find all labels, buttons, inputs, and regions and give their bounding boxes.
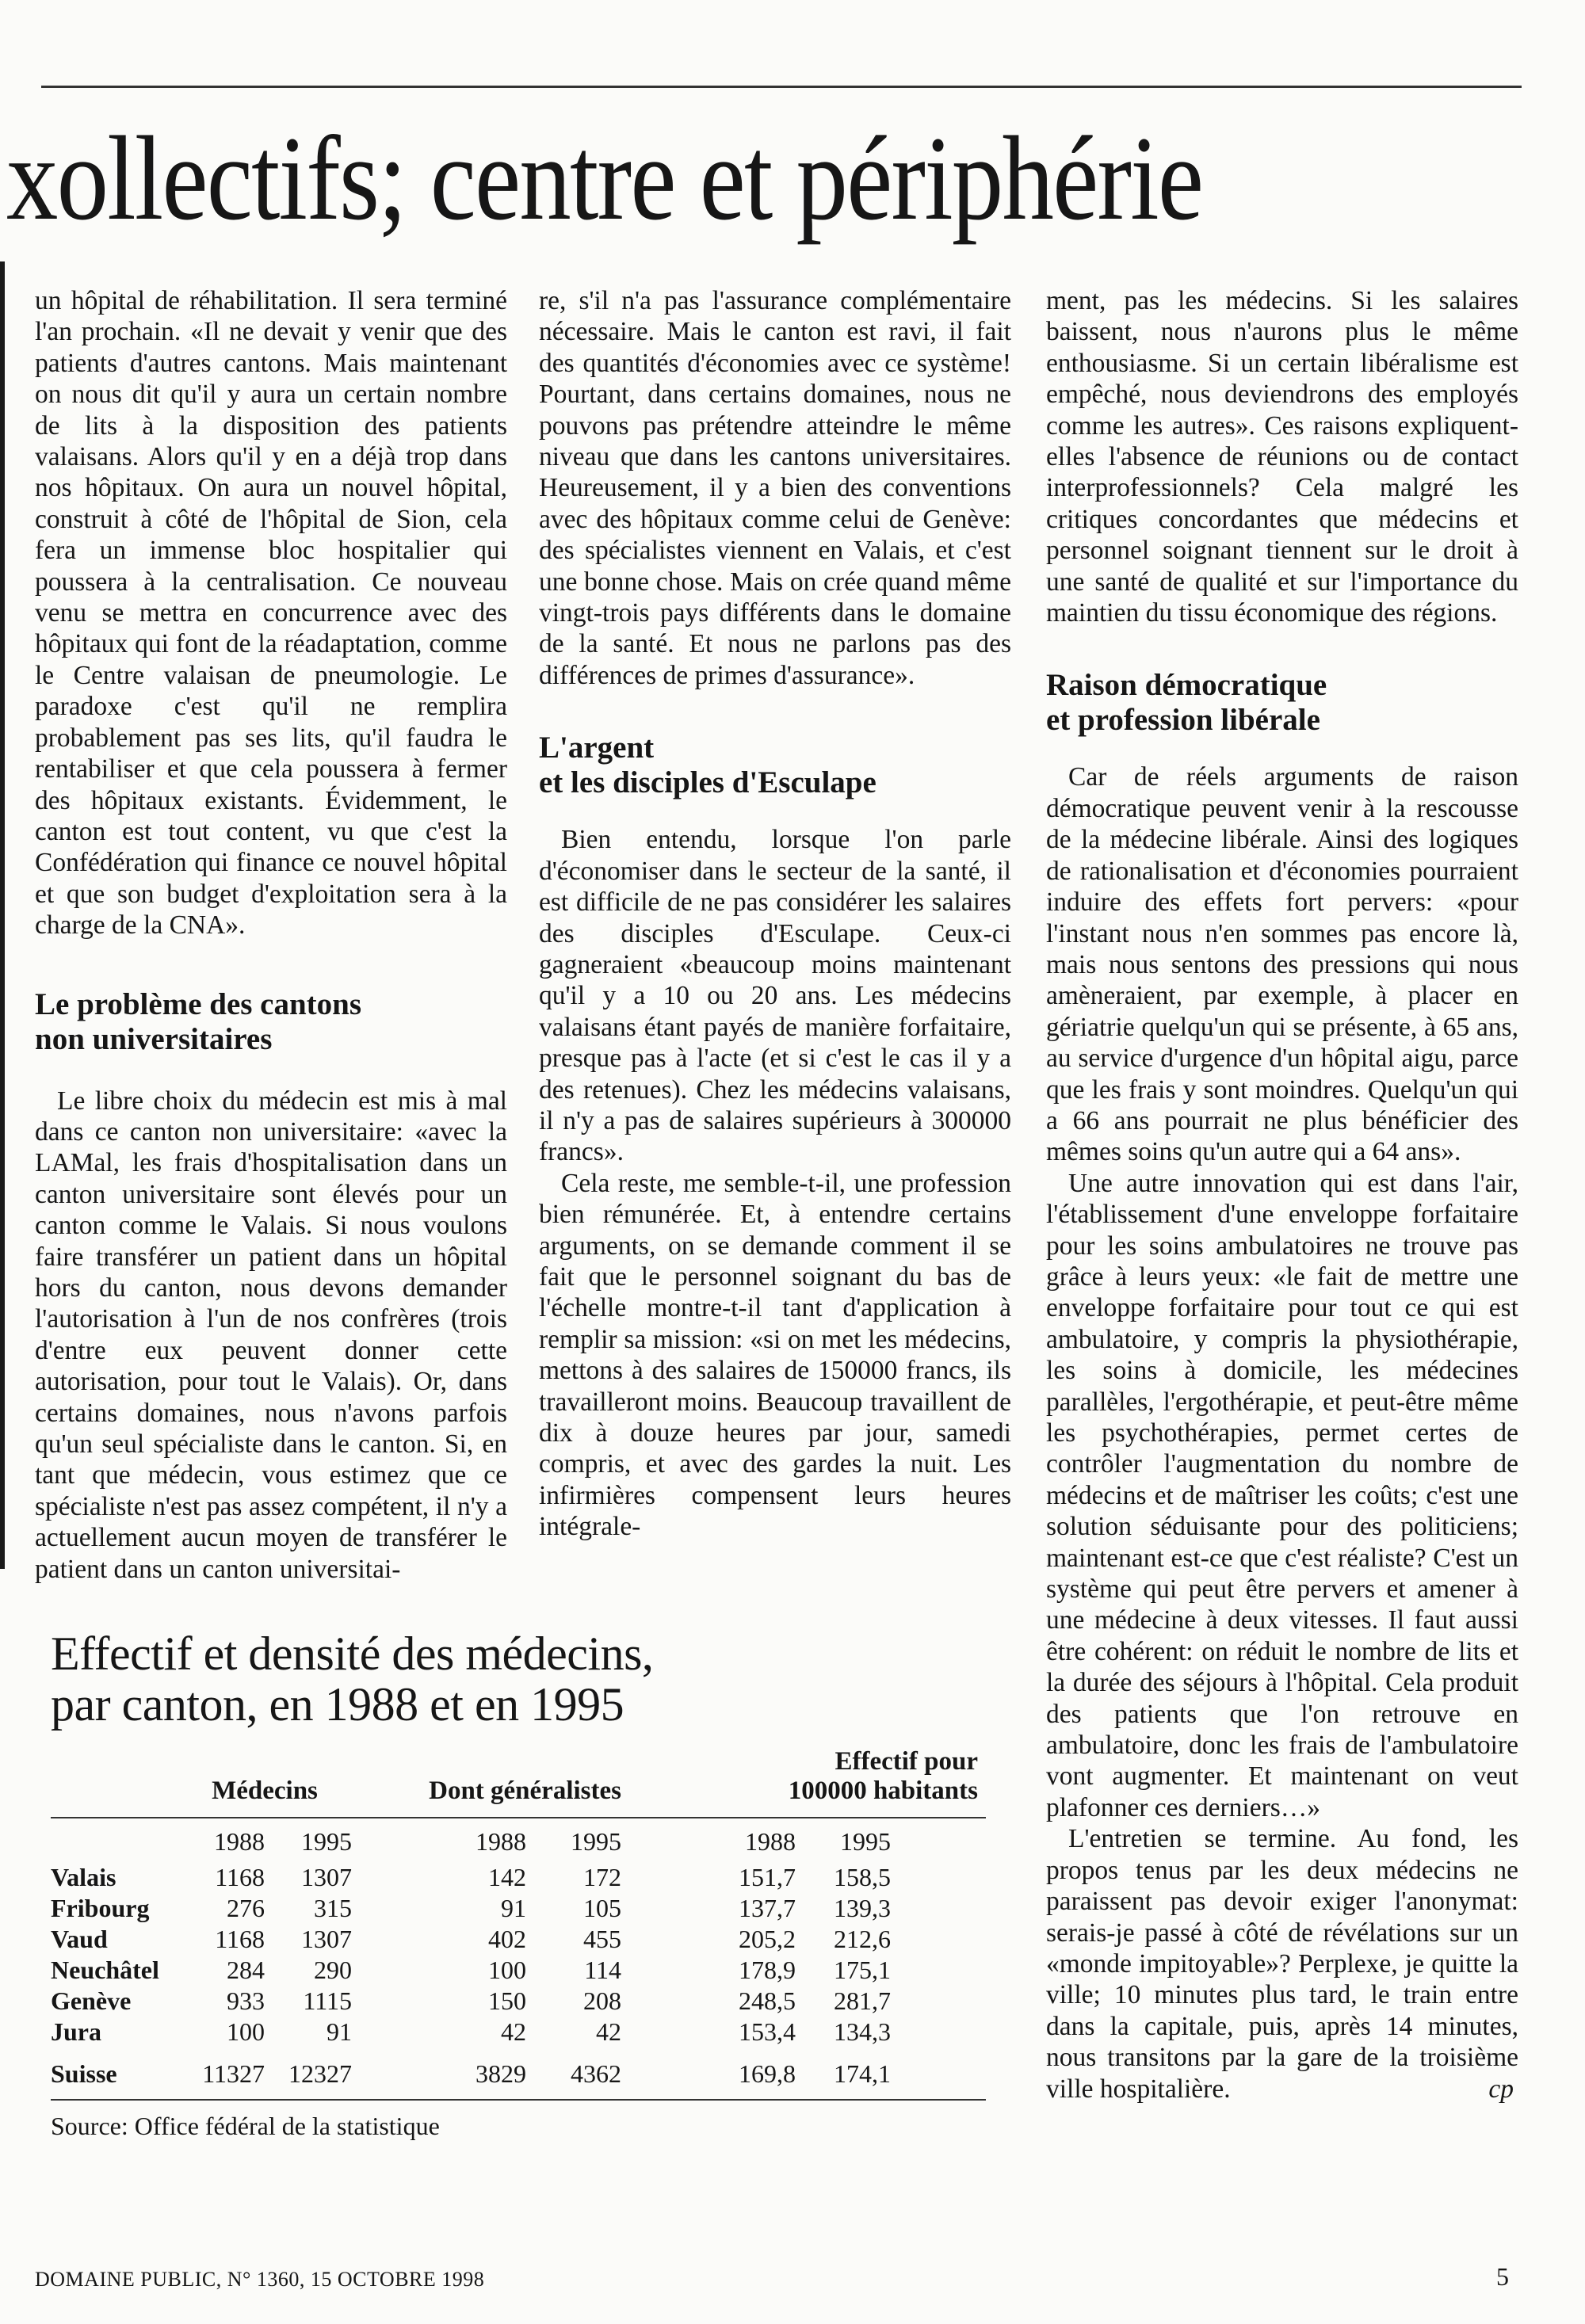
subheading-cantons-line1: Le problème des cantons xyxy=(35,986,362,1021)
group-effectif xyxy=(621,1747,986,1818)
canton-name: Jura xyxy=(51,2017,101,2046)
c3-paragraph-4-text: L'entretien se termine. Au fond, les propos tenus par les deux médecins ne paraissent pas devoir exiger l'anonymat: serais-je passé à côté de révélations sur un «monde impitoyable»? Perplexe, je quitte la ville; 10 minutes plus tard, le train entre dans la capitale, puis, après 14 minutes, nous transitons par la gare de la troisième ville hospitalière. xyxy=(1046,1824,1518,2104)
c2-paragraph-2: Bien entendu, lorsque l'on parle d'économiser dans le secteur de la santé, il est difficile de ne pas considérer les salaires des disciples d'Esculape. Ceux-ci gagneraient «beaucoup moins maintenant qu'il y a 10 ou 20 ans. Les médecins valaisans étant payés de manière forfaitaire, presque pas à l'acte (et si c'est le cas il y a des retenues). Chez les médecins valaisans, il n'y a pas de salaires supérieurs à 300000 francs». xyxy=(539,825,1011,1167)
generalistes-1988: 100 xyxy=(488,1956,526,1984)
table-title xyxy=(51,1628,986,1730)
year-generalistes-1995: 1995 xyxy=(571,1827,621,1856)
footer-publication: DOMAINE PUBLIC, N° 1360, 15 OCTOBRE 1998 xyxy=(35,2268,485,2291)
generalistes-1995: 455 xyxy=(583,1925,621,1953)
effectif-1988: 153,4 xyxy=(739,2017,796,2046)
effectif-1988: 169,8 xyxy=(621,2047,796,2100)
statistics-table xyxy=(51,1747,986,2101)
effectif-1988: 248,5 xyxy=(739,1986,796,2015)
canton-name: Suisse xyxy=(51,2047,178,2100)
generalistes-1988: 402 xyxy=(488,1925,526,1953)
canton-name: Vaud xyxy=(51,1925,108,1953)
medecins-1988: 933 xyxy=(227,1986,265,2015)
medecins-1995: 1115 xyxy=(303,1986,352,2015)
subheading-raison-line1: Raison démocratique xyxy=(1046,668,1327,703)
table-row xyxy=(51,1893,986,1924)
table-title-line2: par canton, en 1988 et en 1995 xyxy=(51,1678,624,1731)
medecins-1995: 12327 xyxy=(265,2047,352,2100)
c3-paragraph-1: ment, pas les médecins. Si les salaires baissent, nous n'aurons plus le même enthousiasme. Si un certain libéralisme est empêché, nous deviendrons des employés comme les autres». Ces raisons expliquent-elles l'absence de réunions ou de contact interprofessionnels? Cela malgré les critiques concordantes que médecins et personnel soignant tiennent sur le droit à une santé de qualité et sur l'importance du maintien du tissu économique des régions. xyxy=(1046,286,1518,628)
table-row xyxy=(51,1955,986,1986)
subheading-argent xyxy=(539,731,1011,800)
generalistes-1988: 142 xyxy=(488,1863,526,1891)
table-group-header-row xyxy=(51,1747,986,1818)
effectif-1995: 139,3 xyxy=(834,1894,891,1922)
c3-paragraph-3: Une autre innovation qui est dans l'air, l'établissement d'une enveloppe forfaitaire pour les soins ambulatoires ne trouve pas grâce à leurs yeux: «le fait de mettre une enveloppe forfaitaire pour tout ce qui est ambulatoire, y compris la physiothérapie, les soins à domicile, les médecines parallèles, l'ergothérapie, et peut-être même les psychothérapies, permet certes de contrôler l'augmentation du nombre de médecins et de maîtriser les coûts; c'est une solution séduisante pour des politiciens; maintenant est-ce que c'est réaliste? C'est un système qui peut être pervers et amener à une médecine à deux vitesses. Il faut aussi être cohérent: on réduit le nombre de lits et la durée des séjours à l'hôpital. Cela produit des patients que l'on retrouve en ambulatoire, donc les frais de l'ambulatoire vont augmenter. Et maintenant on veut plafonner ces derniers…» xyxy=(1046,1168,1518,1822)
subheading-cantons-line2: non universitaires xyxy=(35,1021,273,1056)
table-corner xyxy=(51,1747,178,1818)
table-row-total xyxy=(51,2047,986,2100)
group-generalistes: Dont généralistes xyxy=(352,1747,621,1818)
table-row xyxy=(51,1924,986,1955)
medecins-1988: 1168 xyxy=(215,1863,265,1891)
effectif-1988: 137,7 xyxy=(739,1894,796,1922)
column-2 xyxy=(539,285,1011,1543)
c1-paragraph-2: Le libre choix du médecin est mis à mal dans ce canton non universitaire: «avec la LAMal, les frais d'hospitalisation dans un canton universitaire sont élevés pour un canton comme le Valais. Si nous voulons faire transférer un patient dans un hôpital hors du canton, nous devons demander l'autorisation à l'un de nos confrères (trois d'entre eux peuvent donner cette autorisation, pour tout le Valais). Or, dans certains domaines, nous n'avons parfois qu'un seul spécialiste dans le canton. Si, en tant que médecin, vous estimez que ce spécialiste n'est pas assez compétent, il n'y a actuellement aucun moyen de transférer le patient dans un canton universitai- xyxy=(35,1086,507,1584)
canton-name: Fribourg xyxy=(51,1894,150,1922)
effectif-1995: 134,3 xyxy=(834,2017,891,2046)
table-row xyxy=(51,2017,986,2047)
medecins-1988: 1168 xyxy=(215,1925,265,1953)
year-medecins-1995: 1995 xyxy=(301,1827,352,1856)
medecins-1995: 1307 xyxy=(301,1863,352,1891)
medecins-1995: 290 xyxy=(314,1956,352,1984)
generalistes-1995: 105 xyxy=(583,1894,621,1922)
c3-paragraph-4 xyxy=(1046,1823,1518,2105)
effectif-1995: 175,1 xyxy=(834,1956,891,1984)
effectif-1995: 281,7 xyxy=(834,1986,891,2015)
group-medecins: Médecins xyxy=(178,1747,352,1818)
canton-name: Genève xyxy=(51,1986,132,2015)
table-year-row xyxy=(51,1818,986,1862)
effectif-1988: 178,9 xyxy=(739,1956,796,1984)
c1-paragraph-1: un hôpital de réhabilitation. Il sera terminé l'an prochain. «Il ne devait y venir que des patients d'autres cantons. Mais maintenant on nous dit qu'il y aura un certain nombre de lits à la disposition des patients valaisans. Alors qu'il y en a déjà trop dans nos hôpitaux. On aura un nouvel hôpital, construit à côté de l'hôpital de Sion, cela fera un immense bloc hospitalier qui poussera à la centralisation. Ce nouveau venu se mettra en concurrence avec des hôpitaux qui font de la réadaptation, comme le Centre valaisan de pneumologie. Le paradoxe c'est qu'il ne remplira probablement pas ses lits, qu'il faudra le rentabiliser et que cela poussera à fermer des hôpitaux existants. Évidemment, le canton est tout content, vu que c'est la Confédération qui finance ce nouvel hôpital et que son budget d'exploitation sera à la charge de la CNA». xyxy=(35,286,507,941)
medecins-1995: 1307 xyxy=(301,1925,352,1953)
medecins-1988: 284 xyxy=(227,1956,265,1984)
effectif-1988: 151,7 xyxy=(739,1863,796,1891)
year-generalistes-1988: 1988 xyxy=(476,1827,526,1856)
year-medecins-1988: 1988 xyxy=(214,1827,265,1856)
effectif-1995: 212,6 xyxy=(834,1925,891,1953)
group-effectif-line2: 100000 habitants xyxy=(788,1776,978,1805)
subheading-raison xyxy=(1046,668,1518,738)
c2-paragraph-3: Cela reste, me semble-t-il, une profession bien rémunérée. Et, à entendre certains arguments, on se demande comment il se fait que le personnel soignant du bas de l'échelle montre-t-il tant d'application à remplir sa mission: «si on met les médecins, mettons à des salaires de 150000 francs, ils travailleront moins. Beaucoup travaillent de dix à douze heures par jour, samedi compris, et avec des gardes la nuit. Les infirmières compensent leurs heures intégrale- xyxy=(539,1168,1011,1542)
medecins-1995: 91 xyxy=(327,2017,352,2046)
year-row-spacer xyxy=(51,1818,178,1862)
headline: xollectifs; centre et périphérie xyxy=(6,112,1203,245)
year-effectif-1995: 1995 xyxy=(840,1827,891,1856)
generalistes-1988: 150 xyxy=(488,1986,526,2015)
year-effectif-1988: 1988 xyxy=(745,1827,796,1856)
effectif-1995: 174,1 xyxy=(796,2047,891,2100)
generalistes-1995: 4362 xyxy=(526,2047,621,2100)
medecins-1988: 11327 xyxy=(178,2047,265,2100)
author-signature: cp xyxy=(1488,2074,1514,2104)
medecins-1988: 100 xyxy=(227,2017,265,2046)
canton-name: Valais xyxy=(51,1863,116,1891)
generalistes-1988: 42 xyxy=(501,2017,526,2046)
effectif-1995: 158,5 xyxy=(834,1863,891,1891)
top-rule xyxy=(41,86,1522,88)
table-row xyxy=(51,1862,986,1893)
generalistes-1995: 208 xyxy=(583,1986,621,2015)
medecins-1995: 315 xyxy=(314,1894,352,1922)
generalistes-1988: 3829 xyxy=(352,2047,526,2100)
c2-paragraph-1: re, s'il n'a pas l'assurance complémentaire nécessaire. Mais le canton est ravi, il fait des quantités d'économies avec ce système! Pourtant, dans certains domaines, nous ne pouvons pas prétendre atteindre le même niveau que dans les cantons universitaires. Heureusement, il y a bien des conventions avec des hôpitaux comme celui de Genève: des spécialistes viennent en Valais, et c'est une bonne chose. Mais on crée quand même vingt-trois pays différents dans le domaine de la santé. Et nous ne parlons pas des différences de primes d'assurance». xyxy=(539,286,1011,690)
column-1 xyxy=(35,285,507,1585)
table-title-line1: Effectif et densité des médecins, xyxy=(51,1628,654,1680)
c3-paragraph-2: Car de réels arguments de raison démocratique peuvent venir à la rescousse de la médecine libérale. Ainsi des logiques de rationalisation et d'économies pourraient induire des effets fort pervers: «pour l'instant nous n'en sommes pas encore là, mais nous sentons des pressions qui nous amèneraient, par exemple, à placer en gériatrie quelqu'un qui se présente, à 65 ans, au service d'urgence d'un hôpital aigu, parce que les frais y sont moindres. Quelqu'un qui a 66 ans pourrait ne plus bénéficier des mêmes soins qu'un autre qui a 64 ans». xyxy=(1046,762,1518,1167)
generalistes-1995: 172 xyxy=(583,1863,621,1891)
subheading-argent-line1: L'argent xyxy=(539,731,655,765)
table-row xyxy=(51,1986,986,2017)
generalistes-1988: 91 xyxy=(501,1894,526,1922)
subheading-cantons xyxy=(35,987,507,1057)
effectif-1988: 205,2 xyxy=(739,1925,796,1953)
subheading-argent-line2: et les disciples d'Esculape xyxy=(539,765,877,800)
group-effectif-line1: Effectif pour xyxy=(835,1747,978,1776)
subheading-raison-line2: et profession libérale xyxy=(1046,703,1320,738)
generalistes-1995: 114 xyxy=(584,1956,621,1984)
column-3 xyxy=(1046,285,1518,2105)
generalistes-1995: 42 xyxy=(596,2017,621,2046)
medecins-1988: 276 xyxy=(227,1894,265,1922)
table-source: Source: Office fédéral de la statistique xyxy=(51,2112,440,2140)
statistics-table-block xyxy=(51,1628,986,2141)
left-column-rule xyxy=(0,261,5,1569)
year-row-end xyxy=(891,1818,986,1862)
page-number: 5 xyxy=(1496,2262,1509,2291)
canton-name: Neuchâtel xyxy=(51,1956,159,1984)
